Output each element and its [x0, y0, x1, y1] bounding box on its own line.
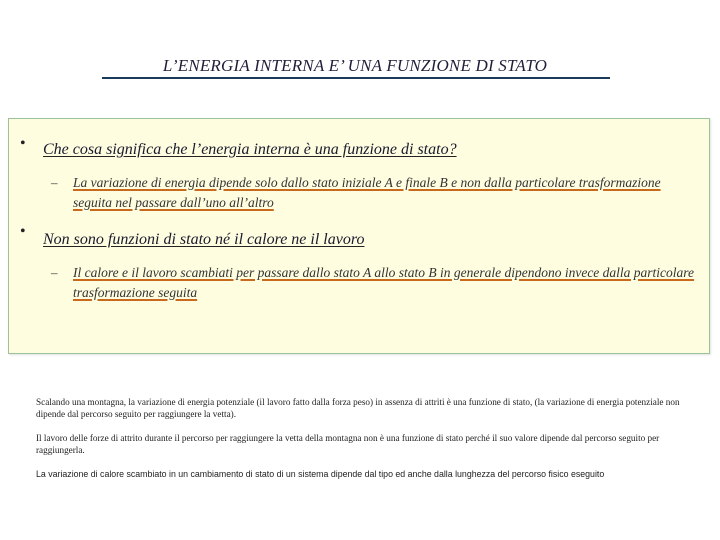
title-underline [102, 77, 610, 79]
sub-bullet-answer-text: La variazione di energia dipende solo dallo stato iniziale A e finale B e non dalla particolare trasformazione seguita nel passare dall’uno all’altro [73, 175, 661, 210]
sub-bullet-marker: – [51, 175, 58, 190]
content-box [8, 118, 710, 354]
slide-title: L’ENERGIA INTERNA E’ UNA FUNZIONE DI STATO [162, 56, 548, 75]
note-mountain-potential-energy: Scalando una montagna, la variazione di energia potenziale (il lavoro fatto dalla forza peso) in assenza di attriti è una funzione di stato, (la variazione di energia potenziale non dipende dal percorso seguito per raggiungere la vetta). [36, 397, 680, 419]
sub-bullet-explanation [73, 263, 703, 303]
sub-bullet-marker: – [51, 265, 58, 280]
bullet-question: Che cosa significa che l’energia interna è una funzione di stato? [43, 141, 457, 158]
bullet-marker: • [20, 223, 26, 240]
bullet-marker: • [20, 135, 26, 152]
note-heat-exchange: La variazione di calore scambiato in un cambiamento di stato di un sistema dipende dal tipo ed anche dalla lunghezza del percorso fisico eseguito [36, 469, 605, 479]
note-friction-work: Il lavoro delle forze di attrito durante il percorso per raggiungere la vetta della montagna non è una funzione di stato perché il suo valore dipende dal percorso seguito per raggiungerla. [36, 433, 660, 455]
bullet-statement: Non sono funzioni di stato né il calore ne il lavoro [43, 231, 365, 248]
sub-bullet-explanation-text: Il calore e il lavoro scambiati per passare dallo stato A allo stato B in generale dipendono invece dalla particolare trasformazione seguita [73, 265, 695, 300]
sub-bullet-answer [73, 173, 693, 213]
